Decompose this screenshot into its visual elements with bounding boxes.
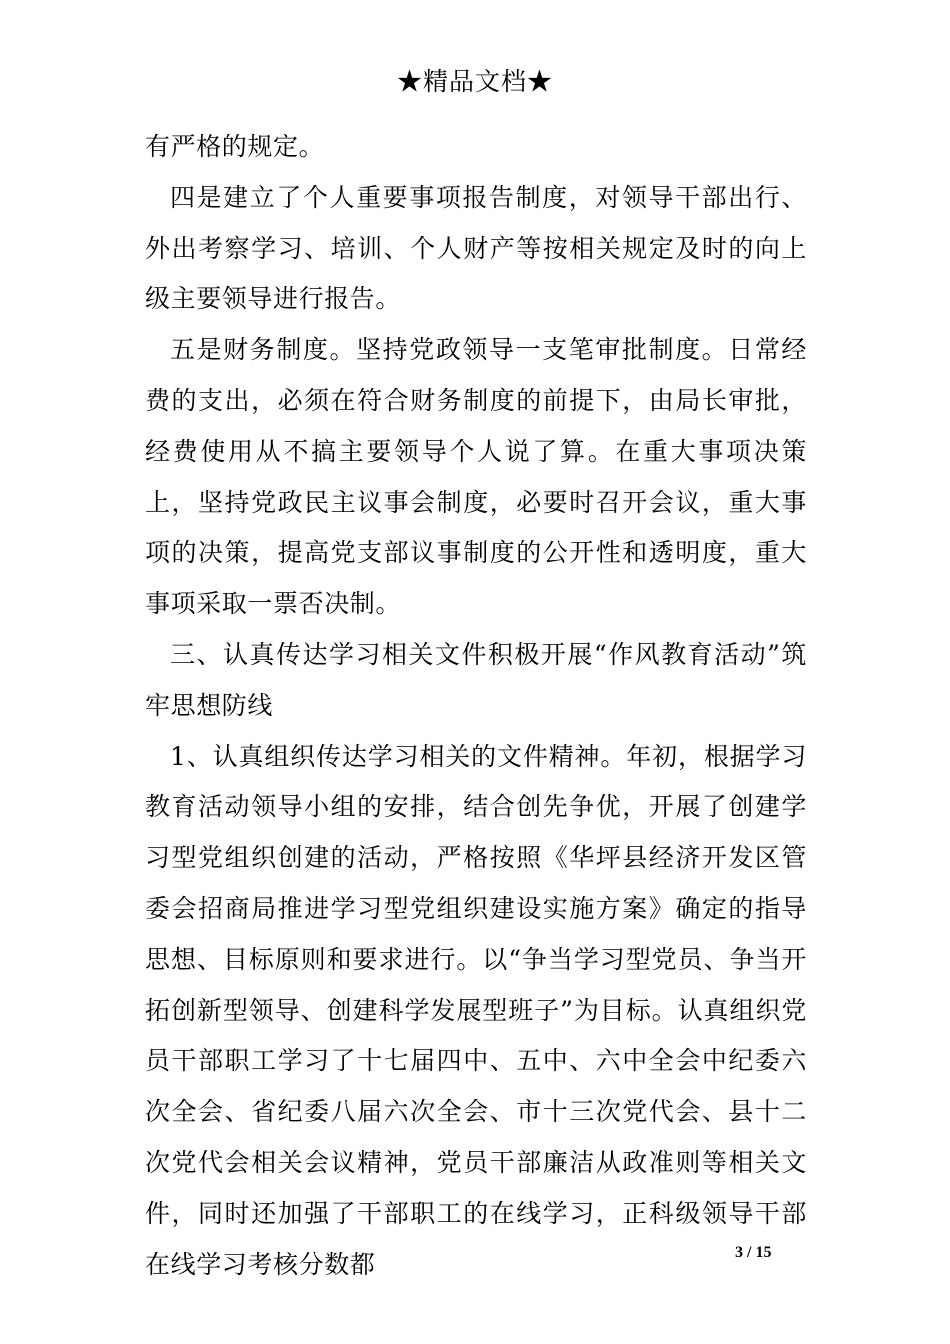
page-number: 3 / 15 bbox=[735, 1244, 772, 1261]
paragraph-continuation: 有严格的规定。 bbox=[145, 132, 325, 161]
paragraph-study-documents: 1、认真组织传达学习相关的文件精神。年初，根据学习教育活动领导小组的安排，结合创先争优，开展了创建学习型党组织创建的活动，严格按照《华坪县经济开发区管委会招商局推进学习型党组织建设实施方案》确定的指导思想、目标原则和要求进行。以“争当学习型党员、争当开拓创新型领导、创建科学发展型班子”为目标。认真组织党员干部职工学习了十七届四中、五中、六中全会中纪委六次全会、省纪委八届六次全会、市十三次党代会、县十二次党代会相关会议精神，党员干部廉洁从政准则等相关文件，同时还加强了干部职工的在线学习，正科级领导干部在线学习考核分数都 bbox=[145, 741, 807, 1279]
paragraph-financial-system: 五是财务制度。坚持党政领导一支笔审批制度。日常经费的支出，必须在符合财务制度的前提下，由局长审批，经费使用从不搞主要领导个人说了算。在重大事项决策上，坚持党政民主议事会制度，必要时召开会议，重大事项的决策，提高党支部议事制度的公开性和透明度，重大事项采取一票否决制。 bbox=[145, 335, 807, 619]
paragraph-personal-reporting: 四是建立了个人重要事项报告制度，对领导干部出行、外出考察学习、培训、个人财产等按相关规定及时的向上级主要领导进行报告。 bbox=[145, 182, 807, 314]
document-body bbox=[145, 122, 807, 1290]
section-heading-three: 三、认真传达学习相关文件积极开展“作风教育活动”筑牢思想防线 bbox=[145, 639, 807, 720]
page-header-title: ★精品文档★ bbox=[396, 67, 553, 96]
